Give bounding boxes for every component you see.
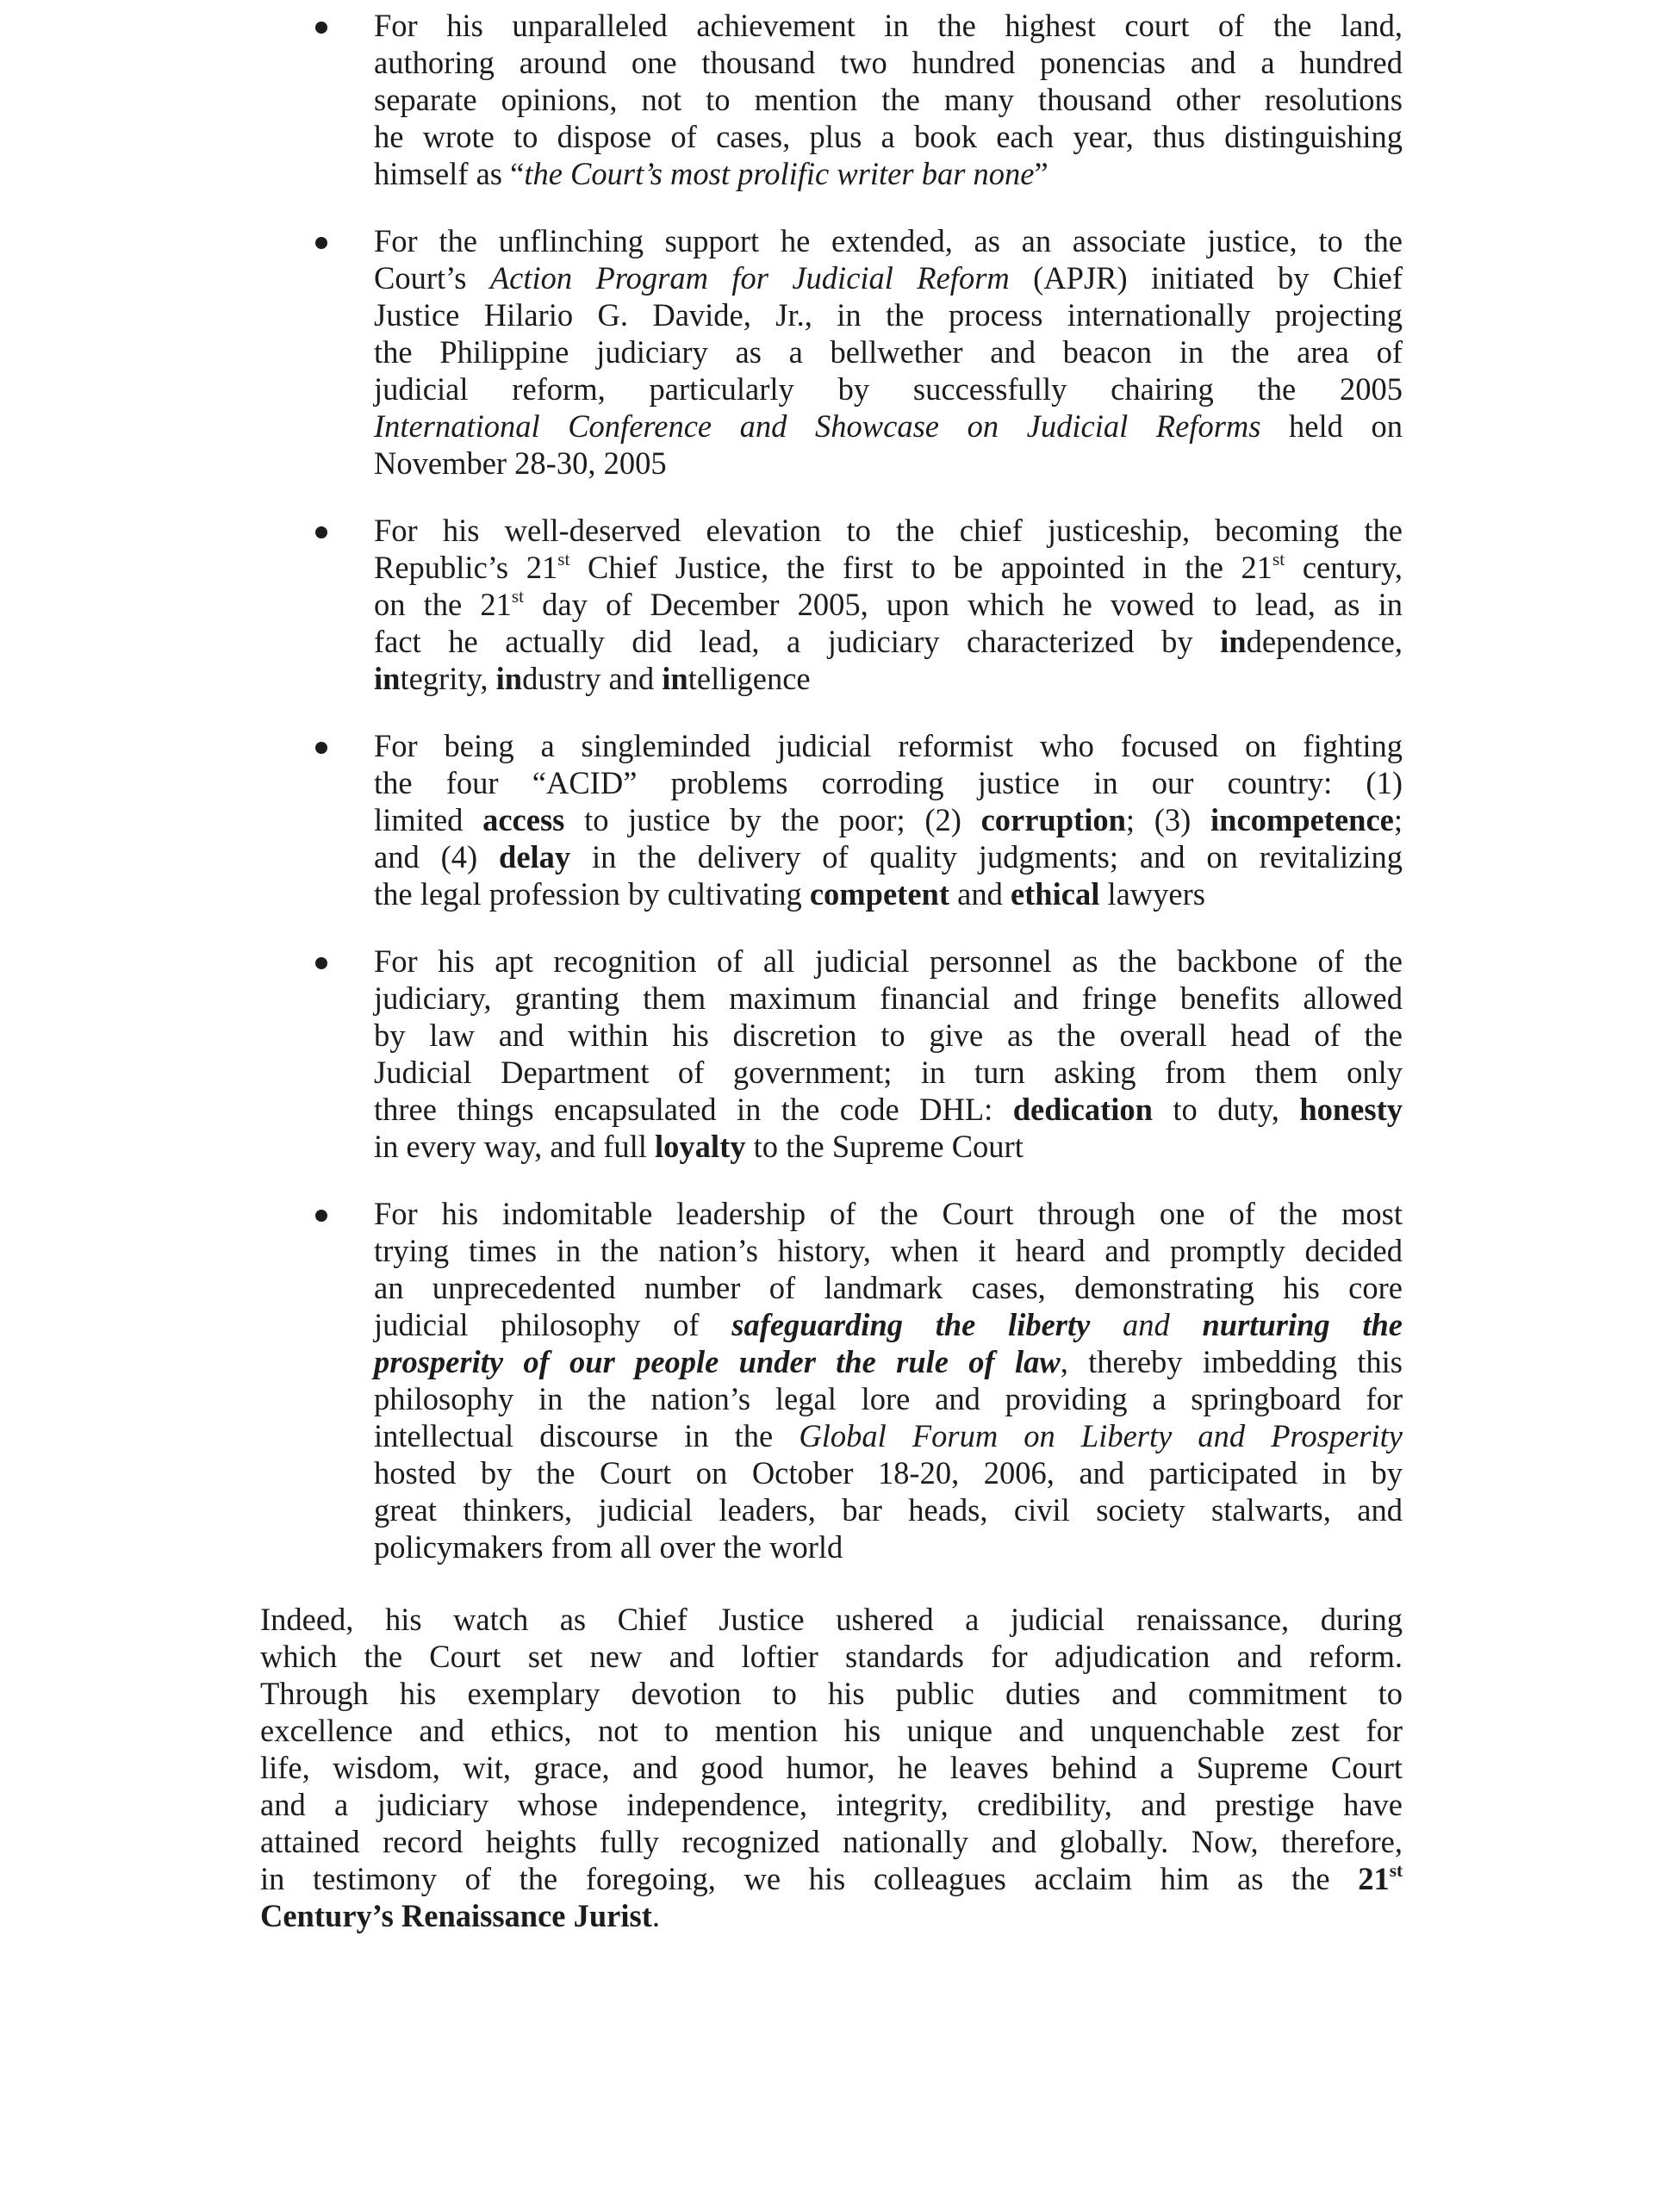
text-run: judicial philosophy of bbox=[374, 1307, 732, 1342]
text-line bbox=[260, 1749, 1403, 1786]
bold-text: dedication bbox=[1012, 1092, 1153, 1127]
text-run: tegrity, bbox=[400, 661, 496, 696]
text-run: Through his exemplary devotion to his public duties and commitment to bbox=[260, 1676, 1403, 1711]
text-run: philosophy in the nation’s legal lore and providing a springboard for bbox=[374, 1381, 1403, 1416]
text-run: limited bbox=[374, 802, 483, 837]
text-run: life, wisdom, wit, grace, and good humor, he leaves behind a Supreme Court bbox=[260, 1750, 1403, 1785]
closing-paragraph bbox=[260, 1601, 1403, 1934]
bold-text: 21 bbox=[1358, 1861, 1390, 1896]
italic-text: Action Program for Judicial Reform bbox=[489, 260, 1010, 296]
text-run: ; (3) bbox=[1125, 802, 1210, 837]
italic-text: International Conference and Showcase on Judicial Reforms bbox=[374, 408, 1261, 444]
text-line bbox=[374, 1306, 1403, 1343]
text-line bbox=[374, 118, 1403, 155]
text-run: he wrote to dispose of cases, plus a book each year, thus distinguishing bbox=[374, 119, 1403, 154]
text-run: Indeed, his watch as Chief Justice ushered a judicial renaissance, during bbox=[260, 1602, 1403, 1637]
text-run: the legal profession by cultivating bbox=[374, 876, 810, 912]
bold-text: in bbox=[374, 661, 401, 696]
text-line bbox=[374, 1343, 1403, 1380]
bullet-text bbox=[374, 727, 1403, 912]
text-run: hosted by the Court on October 18-20, 2006, and participated in by bbox=[374, 1455, 1403, 1491]
text-line bbox=[260, 1712, 1403, 1749]
text-run: to duty, bbox=[1152, 1092, 1300, 1127]
text-line bbox=[374, 44, 1403, 81]
text-run: the Philippine judiciary as a bellwether and beacon in the area of bbox=[374, 334, 1403, 370]
bullet-text bbox=[374, 7, 1403, 192]
text-run: Chief Justice, the first to be appointed in the 21 bbox=[569, 550, 1273, 585]
text-line bbox=[374, 1269, 1403, 1306]
bullet-text bbox=[374, 943, 1403, 1165]
bullet-point-icon bbox=[315, 957, 327, 969]
bold-italic-text: prosperity of our people under the rule of law bbox=[374, 1344, 1061, 1379]
text-line bbox=[374, 408, 1403, 445]
text-line bbox=[374, 875, 1403, 912]
text-run: intellectual discourse in the bbox=[374, 1418, 800, 1453]
bullet-point-icon bbox=[315, 1210, 327, 1222]
text-run: For his indomitable leadership of the Court through one of the most bbox=[374, 1196, 1403, 1231]
text-line bbox=[374, 660, 1403, 697]
text-line bbox=[260, 1675, 1403, 1712]
text-run: and bbox=[949, 876, 1011, 912]
text-line bbox=[374, 727, 1403, 764]
text-line bbox=[374, 838, 1403, 875]
text-line bbox=[374, 1195, 1403, 1232]
bullet-point-icon bbox=[315, 22, 327, 34]
bold-text: honesty bbox=[1299, 1092, 1403, 1127]
text-line bbox=[374, 549, 1403, 586]
text-line bbox=[374, 222, 1403, 259]
bold-text: corruption bbox=[980, 802, 1126, 837]
text-line bbox=[374, 623, 1403, 660]
italic-text: and bbox=[1090, 1307, 1203, 1342]
text-run: (APJR) initiated by Chief bbox=[1009, 260, 1403, 296]
text-run: and a judiciary whose independence, integrity, credibility, and prestige have bbox=[260, 1787, 1403, 1822]
text-run: November 28-30, 2005 bbox=[374, 445, 667, 481]
text-run: separate opinions, not to mention the many thousand other resolutions bbox=[374, 82, 1403, 117]
text-run: in every way, and full bbox=[374, 1129, 656, 1164]
text-line bbox=[374, 1128, 1403, 1165]
text-run: fact he actually did lead, a judiciary characterized by bbox=[374, 624, 1221, 659]
text-run: For the unflinching support he extended, as an associate justice, to the bbox=[374, 223, 1403, 258]
text-run: Republic’s 21 bbox=[374, 550, 558, 585]
italic-text: Global Forum on Liberty and Prosperity bbox=[799, 1418, 1403, 1453]
text-run: three things encapsulated in the code DHL: bbox=[374, 1092, 1013, 1127]
text-line bbox=[374, 512, 1403, 549]
bold-text: access bbox=[482, 802, 565, 837]
text-run: by law and within his discretion to give as the overall head of the bbox=[374, 1018, 1403, 1053]
text-line bbox=[374, 1380, 1403, 1417]
text-line bbox=[374, 296, 1403, 333]
text-run: Justice Hilario G. Davide, Jr., in the process internationally projecting bbox=[374, 297, 1403, 333]
bold-text: loyalty bbox=[655, 1129, 746, 1164]
text-run: trying times in the nation’s history, when it heard and promptly decided bbox=[374, 1233, 1403, 1268]
text-run: ; bbox=[1393, 802, 1403, 837]
text-line bbox=[374, 801, 1403, 838]
text-line bbox=[260, 1897, 1403, 1934]
text-run: ” bbox=[1034, 156, 1048, 191]
text-line bbox=[374, 445, 1403, 482]
text-line bbox=[260, 1601, 1403, 1638]
ordinal-superscript: st bbox=[557, 548, 570, 569]
text-line bbox=[374, 586, 1403, 623]
text-line bbox=[260, 1860, 1403, 1897]
bold-text: Century’s Renaissance Jurist bbox=[260, 1898, 652, 1933]
text-line bbox=[374, 333, 1403, 370]
text-run: For his unparalleled achievement in the highest court of the land, bbox=[374, 8, 1403, 43]
text-run: Judicial Department of government; in turn asking from them only bbox=[374, 1055, 1403, 1090]
text-run: to the Supreme Court bbox=[745, 1129, 1024, 1164]
text-run: Court’s bbox=[374, 260, 490, 296]
text-run: telligence bbox=[688, 661, 811, 696]
bold-italic-text: nurturing the bbox=[1202, 1307, 1403, 1342]
text-run: . bbox=[651, 1898, 661, 1933]
text-line bbox=[374, 1017, 1403, 1054]
text-line bbox=[374, 81, 1403, 118]
text-line bbox=[374, 1454, 1403, 1491]
text-run: policymakers from all over the world bbox=[374, 1529, 843, 1565]
text-run: and (4) bbox=[374, 839, 500, 874]
bold-text: in bbox=[662, 661, 688, 696]
bullet-point-icon bbox=[315, 742, 327, 754]
bold-text: ethical bbox=[1010, 876, 1100, 912]
text-line bbox=[374, 980, 1403, 1017]
bullet-text bbox=[374, 512, 1403, 697]
text-run: For being a singleminded judicial reformist who focused on fighting bbox=[374, 728, 1403, 763]
text-run: attained record heights fully recognized nationally and globally. Now, therefore, bbox=[260, 1824, 1403, 1859]
text-run: judiciary, granting them maximum financial and fringe benefits allowed bbox=[374, 980, 1403, 1016]
text-run: himself as “ bbox=[374, 156, 525, 191]
bold-text: in bbox=[1220, 624, 1247, 659]
text-run: authoring around one thousand two hundred ponencias and a hundred bbox=[374, 45, 1403, 80]
text-run: the four “ACID” problems corroding justice in our country: (1) bbox=[374, 765, 1403, 800]
bullet-text bbox=[374, 1195, 1403, 1565]
italic-text: the Court’s most prolific writer bar none bbox=[524, 156, 1035, 191]
bullet-text bbox=[374, 222, 1403, 482]
text-line bbox=[374, 7, 1403, 44]
text-run: great thinkers, judicial leaders, bar heads, civil society stalwarts, and bbox=[374, 1492, 1403, 1528]
text-run: to justice by the poor; (2) bbox=[564, 802, 981, 837]
text-run: lawyers bbox=[1099, 876, 1205, 912]
text-run: on the 21 bbox=[374, 587, 512, 622]
text-line bbox=[374, 1417, 1403, 1454]
ordinal-superscript: st bbox=[1389, 1859, 1403, 1881]
text-run: For his well-deserved elevation to the chief justiceship, becoming the bbox=[374, 513, 1403, 548]
text-run: excellence and ethics, not to mention his unique and unquenchable zest for bbox=[260, 1713, 1403, 1748]
bullet-point-icon bbox=[315, 237, 327, 249]
text-run: day of December 2005, upon which he vowed to lead, as in bbox=[524, 587, 1403, 622]
text-run: which the Court set new and loftier standards for adjudication and reform. bbox=[260, 1639, 1403, 1674]
text-line bbox=[374, 764, 1403, 801]
text-line bbox=[374, 1054, 1403, 1091]
text-line bbox=[374, 1232, 1403, 1269]
text-line bbox=[374, 1528, 1403, 1565]
bold-italic-text: safeguarding the liberty bbox=[731, 1307, 1091, 1342]
bold-text: incompetence bbox=[1210, 802, 1394, 837]
text-run: held on bbox=[1260, 408, 1403, 444]
text-line bbox=[374, 1091, 1403, 1128]
ordinal-superscript: st bbox=[1272, 548, 1285, 569]
text-line bbox=[374, 1491, 1403, 1528]
text-run: dependence, bbox=[1246, 624, 1403, 659]
bold-text: competent bbox=[809, 876, 949, 912]
text-run: , thereby imbedding this bbox=[1060, 1344, 1403, 1379]
text-run: in testimony of the foregoing, we his colleagues acclaim him as the bbox=[260, 1861, 1359, 1896]
text-run: century, bbox=[1285, 550, 1403, 585]
text-run: judicial reform, particularly by successfully chairing the 2005 bbox=[374, 371, 1403, 407]
text-line bbox=[374, 370, 1403, 408]
bold-text: in bbox=[495, 661, 523, 696]
text-line bbox=[260, 1638, 1403, 1675]
bullet-point-icon bbox=[315, 526, 327, 538]
text-run: an unprecedented number of landmark cases, demonstrating his core bbox=[374, 1270, 1403, 1305]
text-line bbox=[374, 155, 1403, 192]
text-run: in the delivery of quality judgments; and on revitalizing bbox=[570, 839, 1403, 874]
text-run: For his apt recognition of all judicial personnel as the backbone of the bbox=[374, 943, 1403, 979]
text-line bbox=[374, 259, 1403, 296]
text-line bbox=[260, 1786, 1403, 1823]
text-line bbox=[374, 943, 1403, 980]
bold-text: delay bbox=[499, 839, 571, 874]
text-run: dustry and bbox=[522, 661, 663, 696]
ordinal-superscript: st bbox=[511, 585, 525, 607]
text-line bbox=[260, 1823, 1403, 1860]
